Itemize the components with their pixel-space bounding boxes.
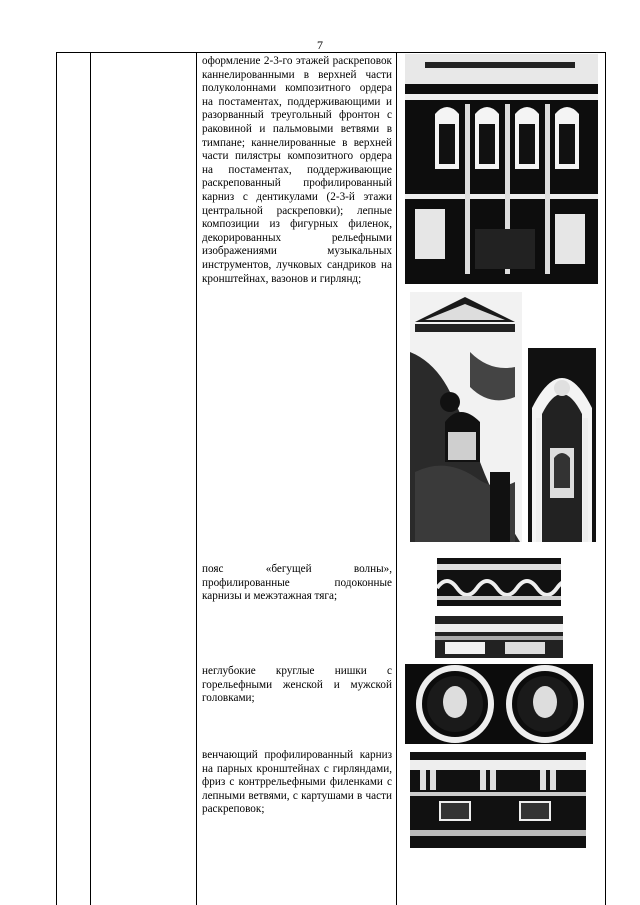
round-niches-heads-photo: [405, 664, 593, 744]
description-ornament: оформление 2-3-го этажей раскреповок каннелированными в верхней части полуколоннами композитного ордера на постаментах, поддерживающими и разорванный треугольный фронтон с раковиной и пальмовыми ветвями в тимпане; каннелированные в верхней части пилястры композитного ордера на постаментах, поддерживающие раскрепованный профилированный карниз с дентикулами (2-3-й этажи центральной раскреповки); лепные композиции из фигурных филенок, декорированных рельефными изображениями музыкальных инструментов, лучковых сандриков на кронштейнах, вазонов и гирлянд;: [202, 55, 392, 285]
description-round-niches: неглубокие круглые нишки с горельефными женской и мужской головками;: [202, 665, 392, 705]
table-right-border: [605, 52, 606, 905]
page-number: 7: [317, 38, 323, 52]
running-wave-belt-photo: [437, 558, 561, 606]
crowning-cornice-photo: [410, 752, 586, 848]
facade-sculpted-panels-photo: [410, 292, 522, 542]
table-top-border: [56, 52, 606, 53]
table-left-border: [56, 52, 57, 905]
facade-upper-floors-photo: [405, 54, 598, 284]
window-cornice-photo: [435, 616, 563, 658]
decorative-portal-photo: [528, 348, 596, 542]
column-divider-1: [90, 52, 91, 905]
description-running-wave: пояс «бегущей волны», профилированные подоконные карнизы и межэтажная тяга;: [202, 563, 392, 603]
description-crowning-cornice: венчающий профилированный карниз на парных кронштейнах с гирляндами, фриз с контррельефными филенками с лепными ветвями, с картушами в части раскреповок;: [202, 749, 392, 816]
column-divider-2: [196, 52, 197, 905]
column-divider-3: [396, 52, 397, 905]
